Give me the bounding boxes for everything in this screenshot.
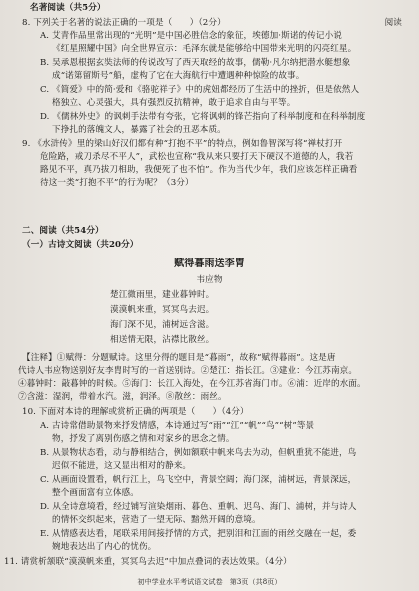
q8-option-a-line1: A. 艾青作品里常出现的“光明”是中国必胜信念的象征，埃德加·斯诺的传记小说	[40, 31, 342, 41]
poem-line-4: 相送情无限，沾襟比散丝。	[110, 335, 215, 345]
subsection-heading-poetry: （一）古诗文阅读（共20分）	[22, 240, 139, 250]
q8-stem-tail: 阅读	[384, 18, 402, 28]
question-8-stem	[22, 17, 408, 29]
poem-author: 韦应物	[196, 275, 223, 285]
poem-title: 赋得暮雨送李胄	[174, 258, 245, 269]
question-11: 11. 请赏析颔联“漠漠帆来重，冥冥鸟去迟”中加点叠词的表达效果。（4分）	[4, 557, 292, 567]
poem-line-3: 海门深不见，浦树远含滋。	[110, 320, 215, 330]
question-9-line4: 待这一类“打抱不平”的行为呢？（3分）	[40, 178, 194, 188]
q10-option-d-line1: D. 从全诗意境看，经过铺写渲染烟雨、暮色、重帆、迟鸟、海门、浦树，并与诗人	[40, 502, 357, 512]
q8-option-d-line2: 下挣扎的落魄文人，暴露了社会的丑恶本质。	[52, 125, 226, 135]
q10-option-b-line2: 迟似不能进，这又显出相对的静来。	[52, 461, 192, 471]
question-9-line1: 9. 《水浒传》里的梁山好汉们都有种“打抱不平”的特点，例如鲁智深写将“禅杖打开	[22, 139, 343, 149]
section-heading-reading: 二、阅读（共54分）	[22, 226, 104, 236]
question-9-line3: 路见不平，真乃拔刀相助，我便死了也不怕”。作为当代少年，我们应该怎样正确看	[40, 165, 358, 175]
q10-option-e-line2: 婉地表达出了内心的忧伤。	[52, 542, 157, 552]
q8-option-c-line1: C. 《简爱》中的简·爱和《骆驼祥子》中的虎妞都经历了生活中的挫折，但是依然人	[40, 85, 360, 95]
q10-option-a-line2: 物，抒发了离别伤感之情和对家乡的思念之情。	[52, 434, 235, 444]
q10-option-c-line2: 整个画面富有立体感。	[52, 488, 139, 498]
q10-option-d-line2: 的情怀交织起来，营造了一望无际、黯然开阔的意境。	[52, 515, 261, 525]
q8-option-a-line2: 《红星照耀中国》向全世界宣示：毛泽东就是能够给中国带来光明的闪亮红星。	[52, 44, 357, 54]
q10-option-e-line1: E. 从情感表达看，尾联采用间接抒情的方式，把别泪和江面的雨丝交融在一起，委	[40, 529, 357, 539]
q10-option-b-line1: B. 从景物状态看，动与静相结合，例如额联中帆来鸟去为动，但帆重犹不能进，鸟	[40, 448, 357, 458]
page-footer: 初中学业水平考试语文试卷 第3页（共8页）	[137, 578, 282, 586]
q8-option-d-line1: D. 《儒林外史》的讽刺手法带有夸张，它将讽刺的锋芒指向了科举制度和在科举制度	[40, 112, 366, 122]
q10-option-a-line1: A. 古诗常借助景物来抒发情感，本诗通过写“雨”“江”“帆”“鸟”“树”等景	[40, 421, 315, 431]
poem-line-2: 漠漠帆来重，冥冥鸟去迟。	[110, 305, 215, 315]
notes-line2: 代诗人韦应物送别好友李胄时写的一首送别诗。②楚江：指长江。③建业：今江苏南京。	[18, 366, 358, 376]
q8-option-b-line1: B. 吴承恩根据玄奘法师的传说改写了西天取经的故事，儒勒·凡尔纳把潜水艇想象	[40, 58, 351, 68]
notes-line3: ④暮钟时：敲暮钟的时候。⑤海门：长江入海处，在今江苏省海门市。⑥浦：近岸的水面。	[18, 379, 366, 389]
q8-option-b-line2: 成“诺第留斯号”船，虚构了它在大海航行中遭遇种种惊险的故事。	[52, 71, 305, 81]
poem-line-1: 楚江微雨里，建业暮钟时。	[110, 290, 215, 300]
q8-option-c-line2: 格独立、心灵强大，具有强烈反抗精神，敢于追求自由与平等。	[52, 98, 296, 108]
q10-option-c-line1: C. 从画面设置看，帆行江上，鸟飞空中，背景空阔；海门深，浦树远，背景深远，	[40, 475, 357, 485]
question-10-stem: 10. 下面对本诗的理解或赏析正确的两项是（ ）（4分）	[22, 407, 249, 417]
section-heading-classics: 名著阅读（共5分）	[30, 3, 106, 13]
notes-line4: ⑦含滋：湿润，带着水汽。滋，润泽。⑧散丝：雨丝。	[18, 392, 227, 402]
question-9-line2: 危险路，戒刀杀尽不平人”，武松也宣称“我从来只要打天下硬汉不道德的人，我若	[40, 152, 354, 162]
q8-stem-text: 8. 下列关于名著的说法正确的一项是（ ）（2分）	[22, 18, 226, 28]
notes-line1: 【注释】①赋得：分题赋诗。这里分得的题目是“暮雨”，故称“赋得暮雨”。这是唐	[22, 353, 336, 363]
